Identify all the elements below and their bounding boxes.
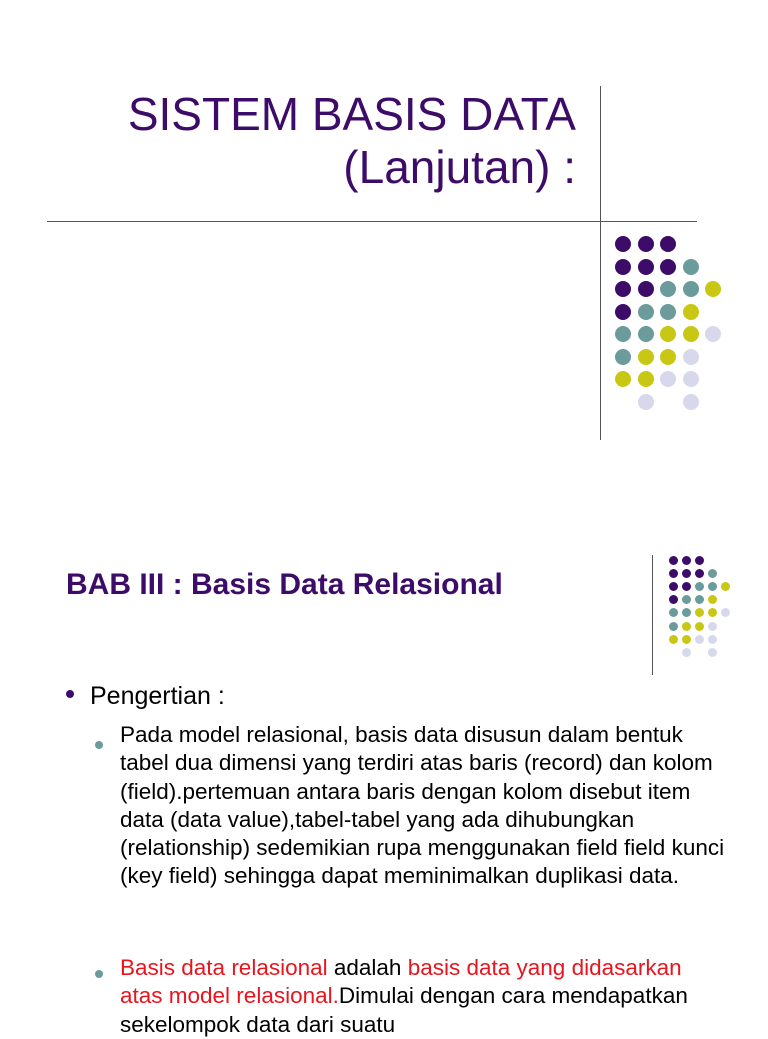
decor-dot [683,371,699,387]
decor-dot [669,582,678,591]
decor-dot [705,326,721,342]
bullet-heading-text: Pengertian : [90,682,225,710]
decor-dot [638,371,654,387]
slide-title-line-2: (Lanjutan) : [343,141,576,193]
decor-dot [682,608,691,617]
decor-dot [721,582,730,591]
decor-dot [669,556,678,565]
decor-dot [660,236,676,252]
decor-dot [683,394,699,410]
slide-title-line-1: SISTEM BASIS DATA [127,88,576,140]
decor-dot [683,326,699,342]
decor-dot [682,556,691,565]
decor-dot [682,595,691,604]
paragraph-1: Pada model relasional, basis data disusun dalam bentuk tabel dua dimensi yang terdiri atas baris (record) dan kolom (field).pertemuan antara baris dengan kolom disebut item data (data value),tabel-tabel yang ada dihubungkan (relationship) sedemikian rupa menggunakan field field kunci (key field) sehingga dapat meminimalkan duplikasi data. [120,722,725,889]
decor-dot [660,259,676,275]
decor-dot [660,281,676,297]
bullet-heading [66,682,225,711]
decor-dot [660,304,676,320]
highlight-text: basis data yang didasarkan atas model relasional. [120,955,682,1009]
decor-dot [615,236,631,252]
decor-dot [615,304,631,320]
decor-dot [682,569,691,578]
decor-dot [638,259,654,275]
decor-dot [638,349,654,365]
slide-title [128,88,576,194]
decor-dot [660,349,676,365]
decor-dot [660,326,676,342]
slide-title: BAB III : Basis Data Relasional [66,568,503,601]
slide-2 [0,480,768,1037]
decor-dot [708,608,717,617]
decor-dot [682,582,691,591]
decor-dot [708,622,717,631]
decor-dot [638,236,654,252]
bullet-icon [66,690,74,698]
paragraph-text: Dimulai dengan cara mendapatkan sekelompok data dari suatu [120,983,688,1037]
decor-dot [615,371,631,387]
decor-dot [695,582,704,591]
decor-dot [708,569,717,578]
decor-dot [708,635,717,644]
decor-dot [615,259,631,275]
decor-dot [615,349,631,365]
paragraph-2 [120,954,730,1039]
decor-dot [669,622,678,631]
vertical-divider [652,555,653,675]
decor-dot [708,648,717,657]
decor-dot [638,304,654,320]
decor-dot [695,608,704,617]
decor-dot [683,304,699,320]
sub-bullet-icon [95,970,103,978]
paragraph-text: adalah [327,955,408,980]
decor-dot [615,281,631,297]
decor-dot [708,595,717,604]
vertical-divider [600,86,601,440]
decor-dot [683,281,699,297]
decor-dot [695,595,704,604]
decor-dot [683,349,699,365]
decor-dot [695,622,704,631]
decor-dot [682,622,691,631]
highlight-text: Basis data relasional [120,955,328,980]
sub-bullet-icon [95,741,103,749]
decor-dot [669,595,678,604]
decor-dot [669,569,678,578]
decor-dot [638,394,654,410]
decor-dot [695,635,704,644]
decor-dot [682,635,691,644]
decor-dot [615,326,631,342]
decor-dot [682,648,691,657]
decor-dot [669,608,678,617]
slide-1 [0,0,768,480]
decor-dot [683,259,699,275]
decor-dot [721,608,730,617]
decor-dot [695,569,704,578]
decor-dot [705,281,721,297]
decor-dot [660,371,676,387]
decor-dot [638,281,654,297]
decor-dot [669,635,678,644]
decor-dot [695,556,704,565]
decor-dot [708,582,717,591]
decor-dot [638,326,654,342]
